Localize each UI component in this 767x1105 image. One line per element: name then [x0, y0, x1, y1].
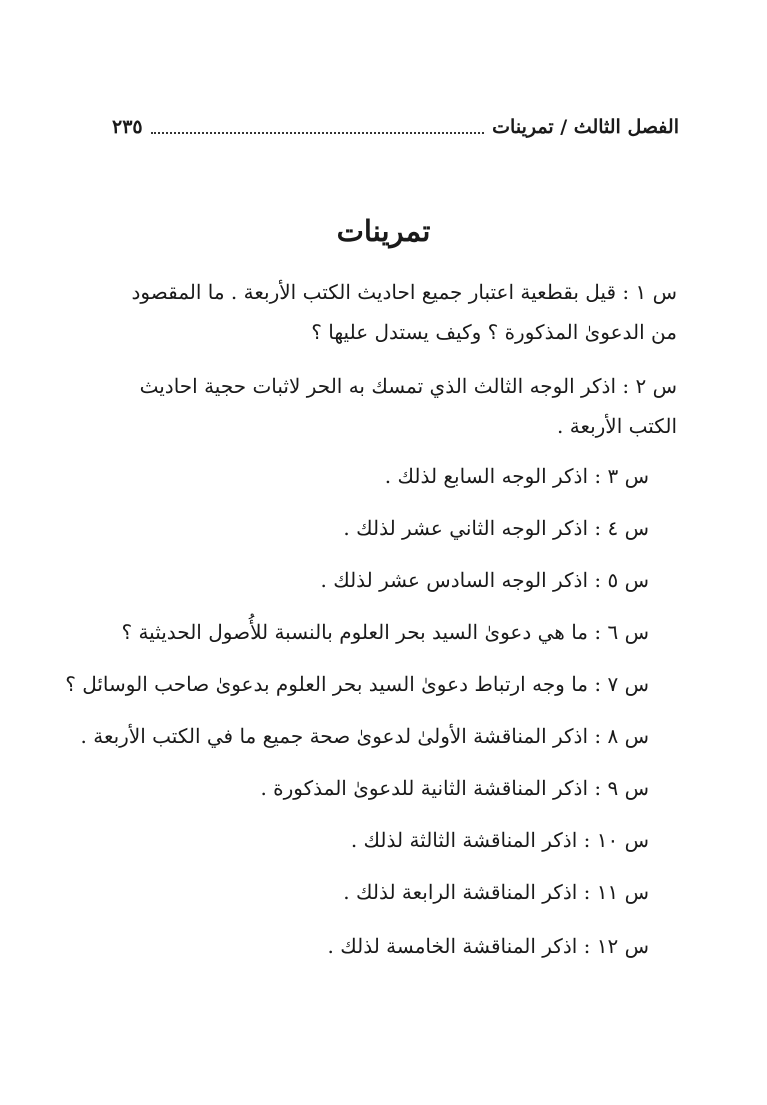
question-label: س ٦ :: [588, 620, 649, 644]
question-text: قيل بقطعية اعتبار جميع احاديث الكتب الأربعة . ما المقصود من الدعوىٰ المذكورة ؟ وكيف يستدل عليها ؟: [131, 280, 677, 344]
question-label: س ١ :: [616, 280, 677, 304]
question-item: [385, 456, 649, 496]
question-text: اذكر المناقشة الثانية للدعوىٰ المذكورة .: [260, 776, 589, 800]
chapter-title: الفصل الثالث / تمرينات: [492, 116, 679, 138]
question-item: [321, 560, 649, 600]
dot-leader: [151, 132, 485, 134]
question-item: [121, 612, 649, 652]
question-label: س ٧ :: [588, 672, 649, 696]
question-text: ما وجه ارتباط دعوىٰ السيد بحر العلوم بدعوىٰ صاحب الوسائل ؟: [65, 672, 589, 696]
question-label: س ١١ :: [577, 880, 649, 904]
question-item: [65, 664, 649, 704]
question-item: [343, 508, 649, 548]
question-label: س ٣ :: [588, 464, 649, 488]
question-text: اذكر الوجه الثاني عشر لذلك .: [343, 516, 589, 540]
question-label: س ٩ :: [588, 776, 649, 800]
question-item: [81, 716, 649, 756]
question-text: اذكر الوجه الثالث الذي تمسك به الحر لاثبات حجية احاديث الكتب الأربعة .: [139, 374, 677, 438]
section-title: تمرينات: [336, 214, 431, 248]
question-label: س ٢ :: [616, 374, 677, 398]
question-label: س ١٠ :: [577, 828, 649, 852]
question-item: [260, 768, 649, 808]
question-label: س ٨ :: [588, 724, 649, 748]
question-text: اذكر المناقشة الثالثة لذلك .: [350, 828, 578, 852]
question-label: س ٤ :: [588, 516, 649, 540]
question-text: اذكر الوجه السابع لذلك .: [384, 464, 589, 488]
question-text: اذكر المناقشة الرابعة لذلك .: [343, 880, 578, 904]
question-item: [107, 366, 677, 446]
page-number: ٢٣٥: [112, 116, 143, 138]
question-label: س ٥ :: [588, 568, 649, 592]
question-item: [351, 820, 649, 860]
question-text: ما هي دعوىٰ السيد بحر العلوم بالنسبة للأُصول الحديثية ؟: [121, 620, 589, 644]
question-item: [343, 872, 649, 912]
question-text: اذكر المناقشة الأولىٰ لدعوىٰ صحة جميع ما في الكتب الأربعة .: [80, 724, 589, 748]
question-text: اذكر المناقشة الخامسة لذلك .: [327, 934, 578, 958]
question-item: [107, 272, 677, 352]
question-item: [328, 926, 649, 966]
running-header: [112, 112, 679, 142]
question-text: اذكر الوجه السادس عشر لذلك .: [320, 568, 589, 592]
question-label: س ١٢ :: [577, 934, 649, 958]
